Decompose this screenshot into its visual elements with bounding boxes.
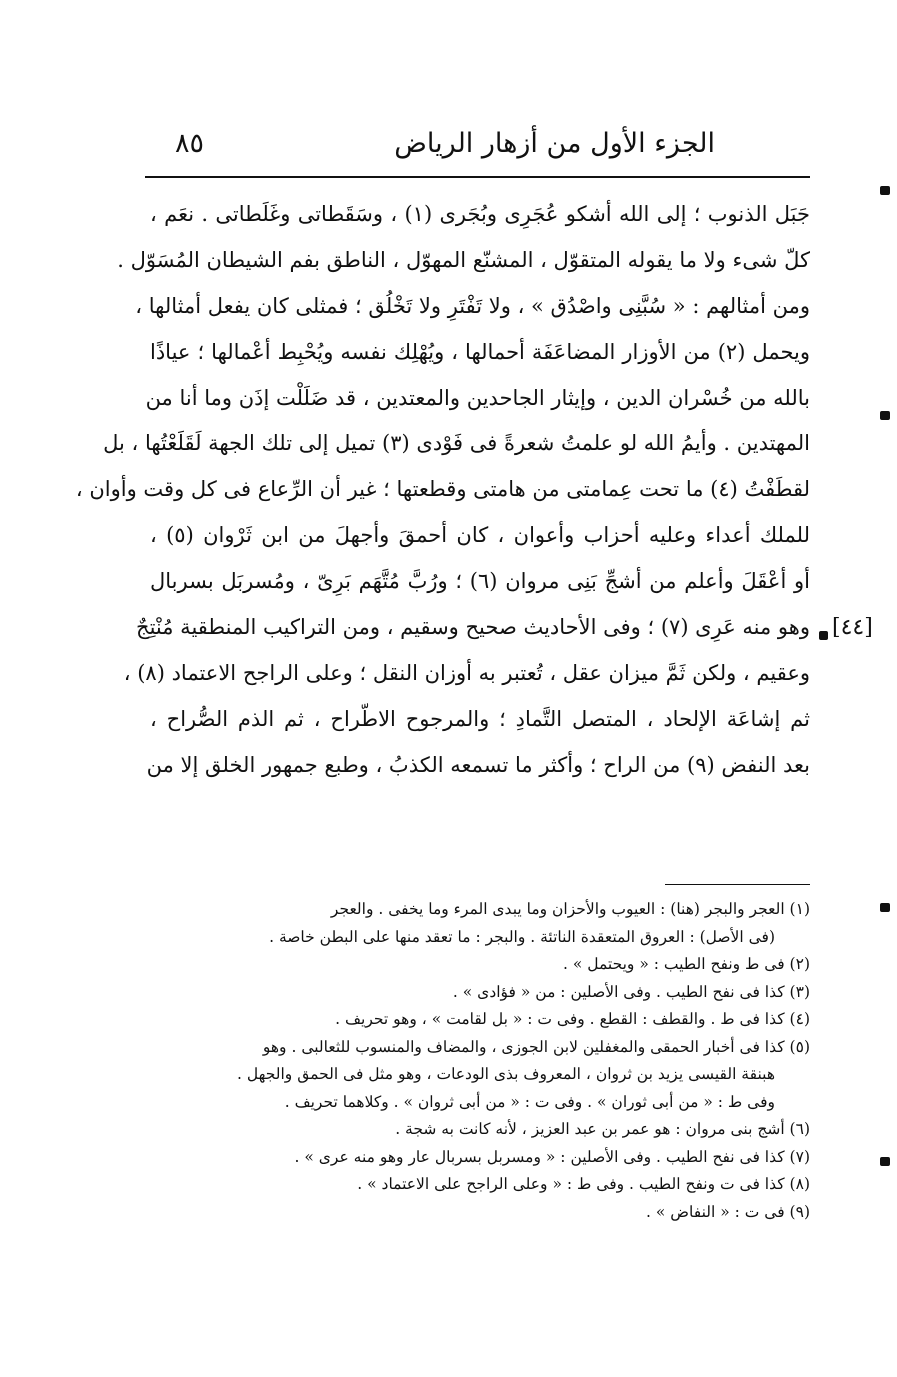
scan-mark <box>880 903 890 912</box>
body-line: ثم إشاعَة الإلحاد ، المتصل التَّمادِ ؛ والمرجوح الاطّراح ، ثم الذم الصُّراح ، <box>150 706 810 731</box>
footnote-rule <box>665 884 810 885</box>
scan-mark <box>880 186 890 195</box>
body-line: ومن أمثالهم : « سُبَّنِى واصْدُق » ، ولا تَفْتَرِ ولا تَخْلُق ؛ فمثلى كان يفعل أمثالها ، <box>135 293 810 318</box>
body-line: كلّ شىء ولا ما يقوله المتقوّل ، المشنّع المهوّل ، الناطق بفم الشيطان المُسَوّل . <box>117 247 810 272</box>
footnote-line: هبنقة القيسى يزيد بن ثروان ، المعروف بذى الودعات ، وهو مثل فى الحمق والجهل . <box>237 1065 775 1083</box>
page-number: ٨٥ <box>175 128 205 159</box>
footnote-line: (فى الأصل) : العروق المتعقدة الناتئة . والبجر : ما تعقد منها على البطن خاصة . <box>269 927 775 946</box>
footnotes <box>150 896 810 1226</box>
page-header <box>145 128 805 168</box>
running-title: الجزء الأول من أزهار الرياض <box>394 128 715 159</box>
body-line: بعد النفض (٩) من الراح ؛ وأكثر ما تسمعه الكذبُ ، وطبع جمهور الخلق إلا من <box>146 752 810 777</box>
scan-mark <box>880 1157 890 1166</box>
body-line: وعقيم ، ولكن ثَمَّ ميزان عقل ، تُعتبر به أوزان النقل ؛ وعلى الراجح الاعتماد (٨) ، <box>123 660 810 685</box>
body-line: بالله من خُسْران الدين ، وإيثار الجاحدين والمعتدين ، قد ضَلَلْت إذَن وما أنا من <box>145 385 810 410</box>
footnote-line: وفى ط : « من أبى ثوران » . وفى ت : « من أبى ثروان » . وكلاهما تحريف . <box>284 1092 775 1111</box>
scan-mark <box>880 411 890 420</box>
body-line: لقطَفْتُ (٤) ما تحت عِمامتى من هامتى وقطعتها ؛ غير أن الرِّعاع فى كل وقت وأوان ، <box>75 477 810 502</box>
footnote-line: (١) العجر والبجر (هنا) : العيوب والأحزان وما يبدى المرء وما يخفى . والعجر <box>330 900 810 918</box>
footnote-line: (٩) فى ت : « النفاض » . <box>646 1202 810 1221</box>
footnote-line: (٤) كذا فى ط . والقطف : القطع . وفى ت : « بل لقامت » ، وهو تحريف . <box>335 1010 810 1028</box>
margin-page-reference: [٤٤] <box>832 615 873 640</box>
scan-mark <box>819 631 828 640</box>
body-text <box>75 192 810 789</box>
footnote-line: (٣) كذا فى نفح الطيب . وفى الأصلين : من « فؤادى » . <box>452 982 810 1001</box>
body-line: جَبَل الذنوب ؛ إلى الله أشكو عُجَرِى وبُجَرى (١) ، وسَقَطاتى وغَلَطاتى . نعَم ، <box>150 202 810 226</box>
header-rule <box>145 176 810 178</box>
body-line: أو أعْقَلَ وأعلم من أشجِّ بَنِى مروان (٦) ؛ ورُبَّ مُتَّهَم بَرِىّ ، ومُسربَل بسربال <box>150 569 810 594</box>
footnote-line: (٢) فى ط ونفح الطيب : « ويحتمل » . <box>562 955 810 973</box>
footnote-line: (٨) كذا فى ت ونفح الطيب . وفى ط : « وعلى الراجح على الاعتماد » . <box>357 1175 810 1193</box>
body-line: للملك أعداء وعليه أحزاب وأعوان ، كان أحمقَ وأجهلَ من ابن ثَرْوان (٥) ، <box>150 523 810 548</box>
footnote-line: (٦) أشج بنى مروان : هو عمر بن عبد العزيز ، لأنه كانت به شجة . <box>395 1120 810 1138</box>
body-line: المهتدين . وأيمُ الله لو علمتُ شعرةً فى فَوْدى (٣) تميل إلى تلك الجهة لَقَلَعْتُها ، بل <box>103 431 810 456</box>
body-line: وهو منه عَرِى (٧) ؛ وفى الأحاديث صحيح وسقيم ، ومن التراكيب المنطقية مُنْتِجٌ <box>136 615 810 640</box>
footnote-line: (٧) كذا فى نفح الطيب . وفى الأصلين : « ومسربل بسربال عار وهو منه عرى » . <box>294 1147 810 1166</box>
footnote-line: (٥) كذا فى أخبار الحمقى والمغفلين لابن الجوزى ، والمضاف والمنسوب للثعالبى . وهو <box>262 1037 810 1056</box>
body-line: ويحمل (٢) من الأوزار المضاعَفَة أحمالها ، ويُهْلِك نفسه ويُحْبِط أعْمالها ؛ عياذًا <box>150 339 810 364</box>
